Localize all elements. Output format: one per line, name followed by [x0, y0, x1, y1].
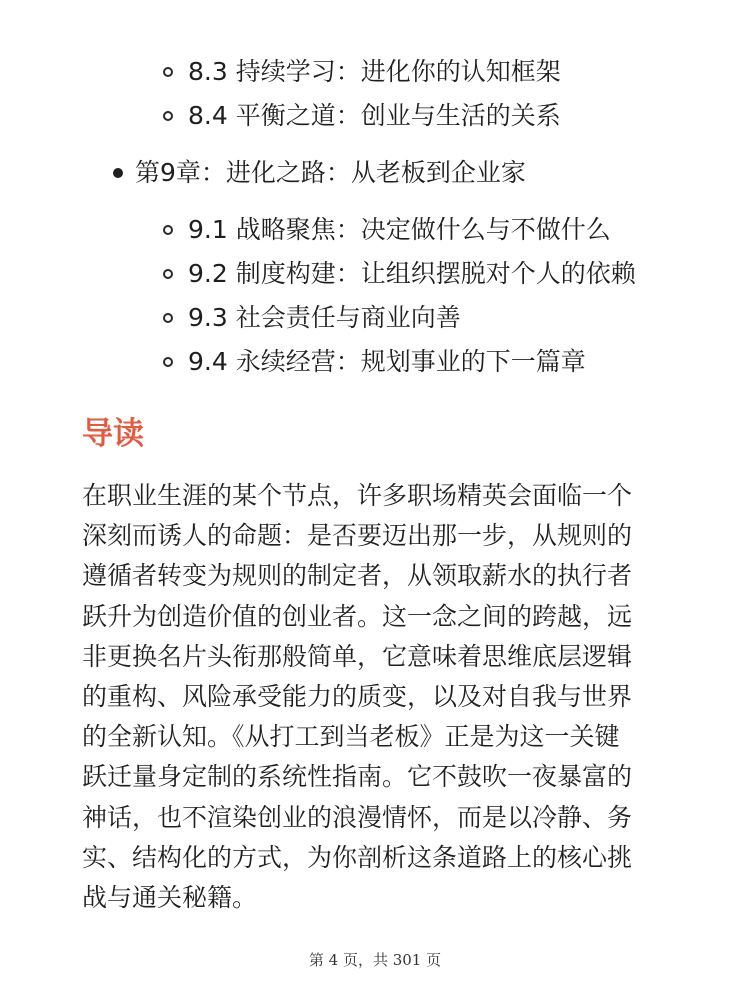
paragraph-line: 的重构、风险承受能力的质变，以及对自我与世界 [82, 681, 633, 711]
toc-item-8-4[interactable]: 8.4 平衡之道：创业与生活的关系 [188, 101, 561, 130]
toc-item-9-3[interactable]: 9.3 社会责任与商业向善 [188, 303, 461, 332]
paragraph-line: 遵循者转变为规则的制定者，从领取薪水的执行者 [82, 561, 633, 591]
paragraph-line: 深刻而诱人的命题：是否要迈出那一步，从规则的 [82, 521, 633, 551]
toc-item-chapter-9[interactable]: 第9章：进化之路：从老板到企业家 [135, 158, 526, 187]
paragraph-line: 战与通关秘籍。 [82, 882, 258, 912]
paragraph-line: 跃迁量身定制的系统性指南。它不鼓吹一夜暴富的 [82, 762, 633, 792]
intro-paragraph [82, 476, 682, 918]
section-heading: 导读 [82, 416, 144, 452]
toc-item-9-4[interactable]: 9.4 永续经营：规划事业的下一篇章 [188, 347, 586, 376]
paragraph-line: 实、结构化的方式，为你剖析这条道路上的核心挑 [82, 842, 633, 872]
circle-bullet-icon [163, 357, 173, 367]
toc-item-9-2[interactable]: 9.2 制度构建：让组织摆脱对个人的依赖 [188, 259, 636, 288]
circle-bullet-icon [163, 269, 173, 279]
paragraph-line: 在职业生涯的某个节点，许多职场精英会面临一个 [82, 481, 633, 510]
paragraph-line: 的全新认知。《从打工到当老板》正是为这一关键 [82, 722, 620, 752]
paragraph-line: 神话，也不渲染创业的浪漫情怀，而是以冷静、务 [82, 802, 633, 832]
circle-bullet-icon [163, 67, 173, 77]
circle-bullet-icon [163, 313, 173, 323]
paragraph-line: 非更换名片头衔那般简单，它意味着思维底层逻辑 [82, 641, 633, 671]
circle-bullet-icon [163, 225, 173, 235]
disc-bullet-icon [113, 168, 123, 178]
toc-item-8-3[interactable]: 8.3 持续学习：进化你的认知框架 [188, 57, 561, 86]
page-indicator: 第 4 页，共 301 页 [308, 951, 442, 969]
circle-bullet-icon [163, 111, 173, 121]
paragraph-line: 跃升为创造价值的创业者。这一念之间的跨越，远 [82, 601, 633, 631]
toc-item-9-1[interactable]: 9.1 战略聚焦：决定做什么与不做什么 [188, 215, 611, 244]
